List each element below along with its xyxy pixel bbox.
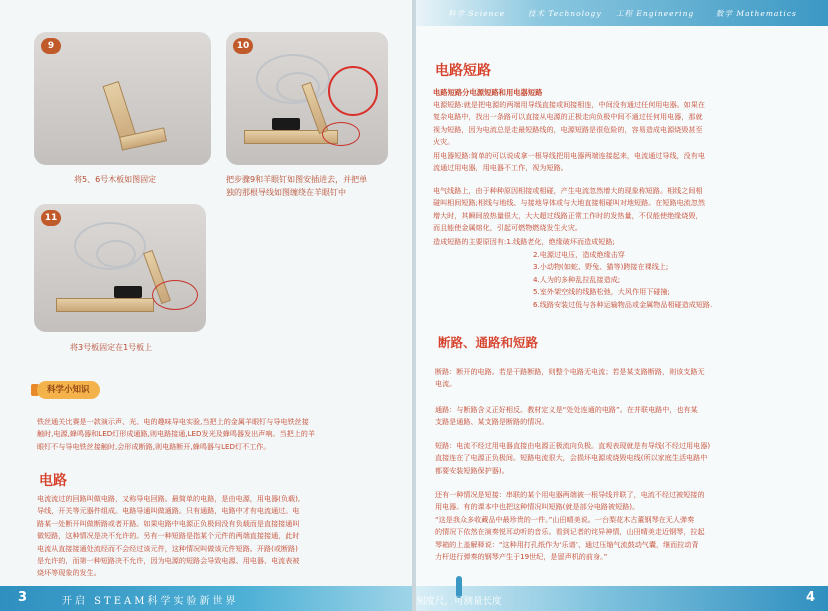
- caption-step-10-line1: 把步骤9和羊眼钉如图安插进去，并把单: [226, 175, 368, 184]
- text-line: 视为短路，因为电流总是走最短路线的，电源短路是很危险的，容易造成电源烧毁甚至: [433, 124, 703, 134]
- right-page: [416, 0, 828, 611]
- causes-list: [533, 249, 823, 311]
- step-9-photo: [34, 32, 211, 165]
- footer-caption: 刻度尺，可测量长度: [416, 596, 502, 607]
- text-line: “这是我众多收藏品中最珍贵的一件。”山田晴美说。一台梨花木古董钢琴在无人弹奏: [435, 514, 695, 524]
- text-line: 路某一处断开叫做断路或者开路。如果电路中电源正负极间没有负载而是直接接通叫: [37, 518, 300, 528]
- text-line: 琴箱的上盖解释说：“这种用打孔纸作为‘乐谱’、通过压缩气流鼓动气囊，继而拉动背: [435, 539, 699, 549]
- text-line: 电流流过的回路叫做电路，又称导电回路。最简单的电路，是由电源，用电器(负载),: [37, 494, 301, 503]
- text-line: 流通过用电器，用电器不工作，视为短路。: [433, 163, 568, 173]
- header-technology: 技术 Technology: [528, 9, 602, 18]
- list-item: 4.人为的多种乱拉乱接造成;: [533, 274, 621, 284]
- steam-header-bar: [416, 0, 828, 26]
- line-short-paragraph: [433, 185, 813, 235]
- text-line: 力杆进行弹奏的钢琴产生于19世纪，是留声机的前身。”: [435, 552, 608, 562]
- text-line: 火灾。: [433, 137, 455, 147]
- highlight-circle-icon: [328, 66, 378, 116]
- page-number: 4: [806, 590, 816, 605]
- text-line: 还有一种情况是短接：串联的某个用电器两端被一根导线并联了，电流不经过被短接的: [435, 490, 705, 499]
- step-10-photo: [226, 32, 388, 165]
- causes-intro: 造成短路的主要原因有:1.线路老化，绝缘破坏而造成短路;: [433, 237, 615, 246]
- step-11-badge: 11: [41, 210, 61, 226]
- text-line: 复杂电路中，找出一条路可以直接从电源的正极走向负极中间不通过任何用电器，那就: [433, 112, 703, 122]
- text-line: 用电器短路:简单的可以说成拿一根导线把用电器两端连接起来，电流通过导线，没有电: [433, 151, 705, 160]
- battery-icon: [114, 286, 142, 298]
- open-circuit-paragraph: [435, 366, 815, 391]
- knowledge-paragraph: [37, 416, 407, 453]
- short-circuit-intro: 电路短路分电源短路和用电器短路: [433, 88, 543, 97]
- text-line: 电气线路上，由于种种原因相接或相碰，产生电流忽然增大的现象称短路。相线之间相: [433, 186, 703, 195]
- circuit-paragraph: [37, 493, 407, 580]
- text-line: 直接连在了电源正负极间。短路电流很大，会损坏电源或烧毁电线(所以家庭生活电路中: [435, 453, 708, 463]
- step-11-photo: [34, 204, 206, 332]
- closed-circuit-paragraph: [435, 404, 815, 429]
- text-line: 而且能使金属熔化，引起可燃物燃烧发生火灾。: [433, 223, 582, 233]
- section-2-heading: 断路、通路和短路: [438, 335, 539, 350]
- text-line: 是允许的，而第一种短路决不允许，因为电源的短路会导致电源、用电器、电流表被: [37, 556, 300, 566]
- header-math: 数学 Mathematics: [716, 9, 797, 18]
- text-line: 触时,电源,蜂鸣器和LED灯形成通路,则电路接通,LED发光及蜂鸣器发出声响。当把上的羊: [37, 429, 315, 439]
- caption-step-10-line2: 独的那根导线如图缠绕在羊眼钉中: [226, 188, 346, 197]
- short-circuit-paragraph: [435, 440, 815, 477]
- list-item: 2.电源过电压，造成绝缘击穿: [533, 250, 625, 259]
- step-10-badge: 10: [233, 38, 253, 54]
- text-line: 导线，开关等元器件组成。电路导通叫做通路。只有通路，电路中才有电流通过。电: [37, 506, 300, 516]
- power-short-paragraph: [433, 99, 813, 149]
- step-9-badge: 9: [41, 38, 61, 54]
- base-board-icon: [56, 298, 154, 312]
- text-line: 通路：与断路含义正好相反。教材定义是“处处连通的电路”。在并联电路中，也有某: [435, 405, 698, 414]
- red-wire-icon: [152, 280, 198, 310]
- text-line: 短路：电流不经过用电器直接由电源正极流向负极。直观表现就是有导线(不经过用电器): [435, 441, 711, 450]
- list-item: 3.小动物(如蛇、野兔、猫等)跨接在裸线上;: [533, 262, 669, 272]
- footer-bar: [0, 586, 412, 611]
- text-line: 都要安装短路保护器)。: [435, 465, 509, 475]
- battery-icon: [272, 118, 300, 130]
- footer-bar: [416, 586, 828, 611]
- header-science: 科学 Science: [448, 9, 506, 18]
- text-line: 电流。: [435, 379, 457, 389]
- text-line: 断路：断开的电路。若是干路断路，则整个电路无电流；若是某支路断路，则该支路无: [435, 367, 705, 376]
- text-line: 烧坏等现象的发生。: [37, 568, 101, 578]
- shorting-paragraph: [435, 489, 815, 563]
- left-page: [0, 0, 412, 611]
- appliance-short-paragraph: [433, 150, 813, 175]
- text-line: 做短路，这种情况是决不允许的。另有一种短路是指某个元件的两端直接接通，此时: [37, 531, 300, 541]
- circuit-heading: 电路: [39, 473, 67, 489]
- text-line: 支路是通路、某支路是断路的情况。: [435, 417, 549, 427]
- footer-slogan: 开启 STEAM科学实验新世界: [62, 596, 239, 607]
- text-line: 眼钉不与导电铁丝接触时,会形成断路,则电路断开,蜂鸣器与LED灯不工作。: [37, 441, 271, 451]
- list-item: 6.线路安装过低与各种运输物品或金属物品相碰造成短路.: [533, 299, 713, 309]
- text-line: 铁丝通关比赛是一款演示声、光、电的趣味导电实验,当把上的金属羊眼钉与导电铁丝接: [37, 417, 309, 426]
- caption-step-11: 将3号板固定在1号板上: [70, 343, 153, 352]
- red-wire-icon: [322, 122, 360, 146]
- header-engineering: 工程 Engineering: [616, 9, 695, 18]
- caption-step-9: 将5、6号木板如图固定: [74, 175, 157, 184]
- text-line: 增大时，其瞬间放热量很大，大大超过线路正常工作时的发热量，不仅能使绝缘烧毁，: [433, 210, 703, 220]
- text-line: 碰叫相间短路;相线与地线、与接地导体或与大地直接相碰叫对地短路。在短路电流忽然: [433, 198, 705, 208]
- page-number: 3: [18, 590, 28, 605]
- text-line: 电源短路:就是把电源的两端用导线直接或间接相连，中间没有通过任何用电器。如果在: [433, 100, 705, 109]
- text-line: 用电器。有的课本中也把这种情况叫短路(就是部分电路被短路)。: [435, 502, 640, 512]
- text-line: 电流从直接接通处流经而不会经过该元件，这种情况叫做该元件短路。开路(或断路): [37, 543, 298, 553]
- knowledge-tag: 科学小知识: [37, 381, 100, 399]
- short-circuit-heading: 电路短路: [435, 63, 491, 79]
- text-line: 的情况下依然在演奏悦耳动听的音乐。看到记者的诧异神情，山田晴美走近钢琴，拉起: [435, 527, 705, 537]
- metal-wire-icon: [96, 240, 136, 268]
- list-item: 5.室外架空线的线路松弛，大风作用下碰撞;: [533, 287, 670, 297]
